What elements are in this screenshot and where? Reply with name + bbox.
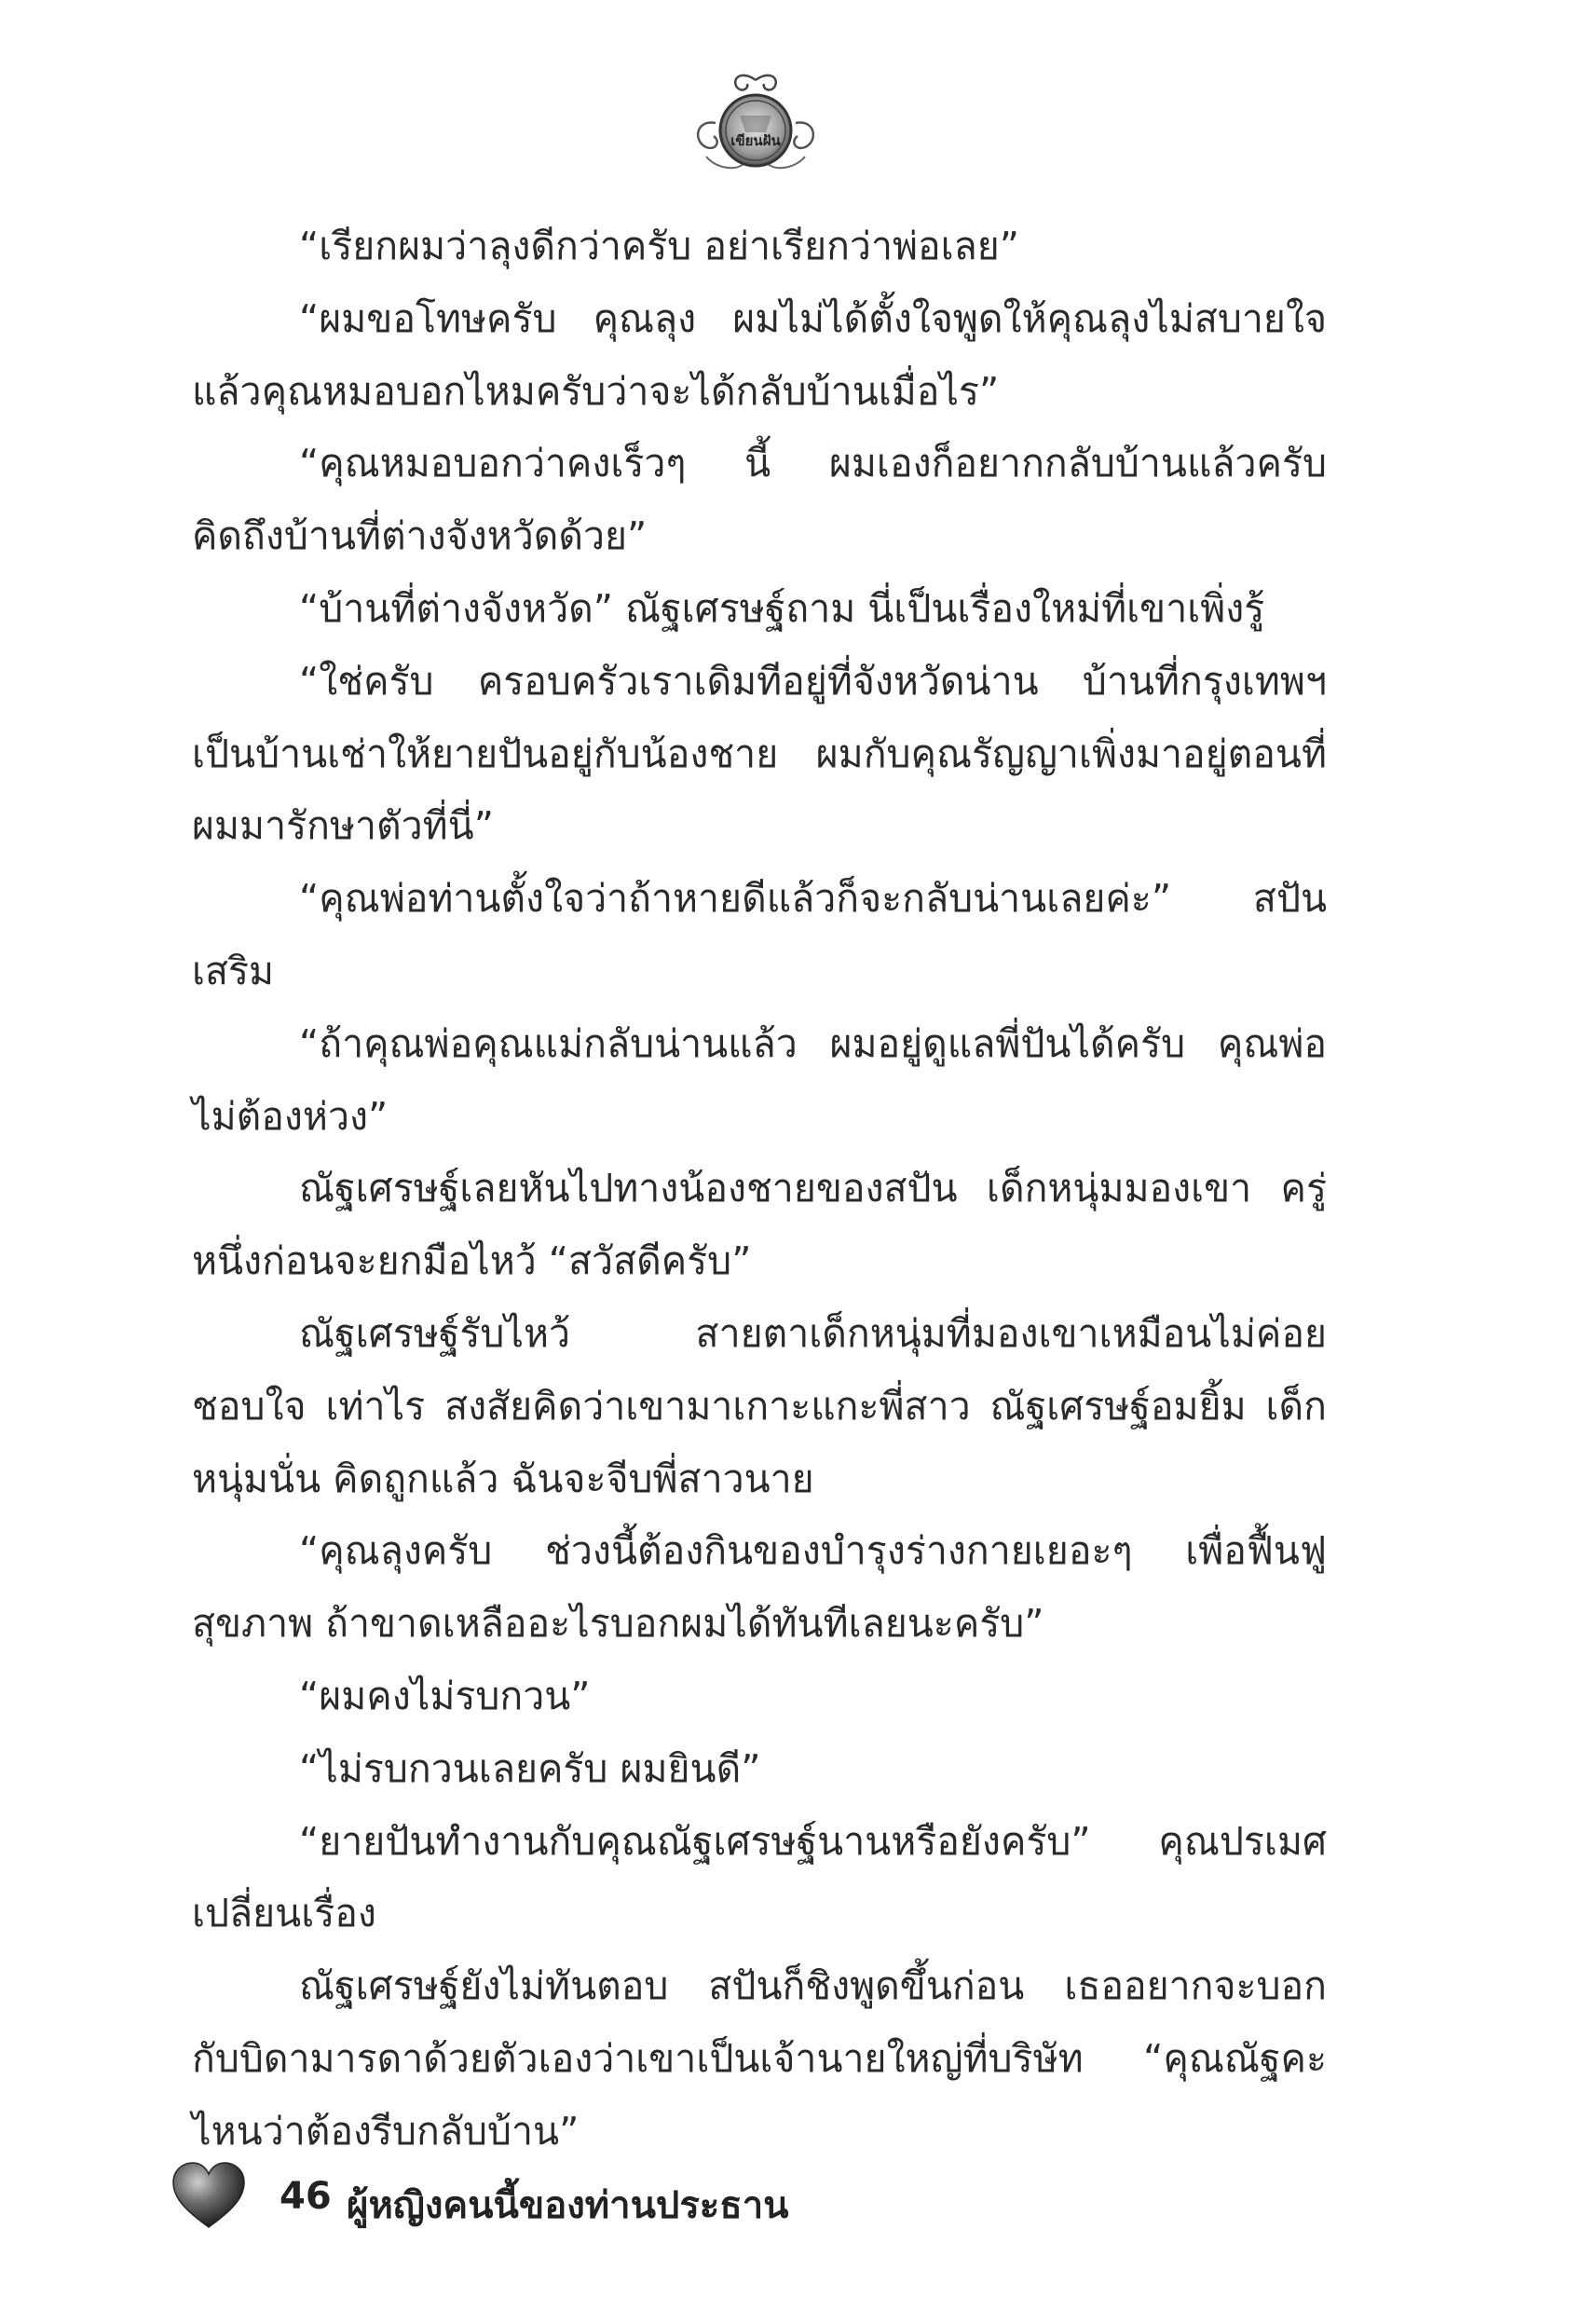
paragraph: “ผมคงไม่รบกวน” xyxy=(299,1673,591,1718)
page-number: 46 xyxy=(280,2175,332,2218)
paragraph: “คุณลุงครับ ช่วงนี้ต้องกินของบำรุงร่างกายเยอะๆ เพื่อฟื้นฟู สุขภาพ ถ้าขาดเหลืออะไรบอกผมได้ทันทีเลยนะครับ” xyxy=(192,1528,1327,1647)
paragraph: “ยายปันทำงานกับคุณณัฐเศรษฐ์นานหรือยังครับ” คุณปรเมศ เปลี่ยนเรื่อง xyxy=(192,1818,1327,1936)
paragraph: “ใช่ครับ ครอบครัวเราเดิมทีอยู่ที่จังหวัดน่าน บ้านที่กรุงเทพฯ เป็นบ้านเช่าให้ยายปันอยู่กับน้องชาย ผมกับคุณรัญญาเพิ่งมาอยู่ตอนที่ ผมมารักษาตัวที่นี่” xyxy=(192,658,1327,849)
paragraph: ณัฐเศรษฐ์ยังไม่ทันตอบ สปันก็ชิงพูดขึ้นก่อน เธออยากจะบอก กับบิดามารดาด้วยตัวเองว่าเขาเป็นเจ้านายใหญ่ที่บริษัท “คุณณัฐคะ ไหนว่าต้องรีบกลับบ้าน” xyxy=(192,1963,1327,2154)
body-text xyxy=(192,211,1327,2168)
paragraph: “ถ้าคุณพ่อคุณแม่กลับน่านแล้ว ผมอยู่ดูแลพี่ปันได้ครับ คุณพ่อ ไม่ต้องห่วง” xyxy=(192,1020,1327,1139)
paragraph: “บ้านที่ต่างจังหวัด” ณัฐเศรษฐ์ถาม นี่เป็นเรื่องใหม่ที่เขาเพิ่งรู้ xyxy=(299,585,1265,631)
page-footer xyxy=(170,2153,1008,2246)
ornamental-crest-icon xyxy=(688,67,824,179)
book-title: ผู้หญิงคนนี้ของท่านประธาน xyxy=(347,2184,789,2227)
paragraph: “คุณพ่อท่านตั้งใจว่าถ้าหายดีแล้วก็จะกลับน่านเลยค่ะ” สปันเสริม xyxy=(192,876,1327,993)
paragraph: ณัฐเศรษฐ์รับไหว้ สายตาเด็กหนุ่มที่มองเขาเหมือนไม่ค่อยชอบใจ เท่าไร สงสัยคิดว่าเขามาเกาะแกะพี่สาว ณัฐเศรษฐ์อมยิ้ม เด็กหนุ่มนั่น คิดถูกแล้ว ฉันจะจีบพี่สาวนาย xyxy=(192,1310,1327,1501)
paragraph: “ไม่รบกวนเลยครับ ผมยินดี” xyxy=(299,1745,761,1791)
paragraph: “คุณหมอบอกว่าคงเร็วๆ นี้ ผมเองก็อยากกลับบ้านแล้วครับ คิดถึงบ้านที่ต่างจังหวัดด้วย” xyxy=(192,441,1327,559)
paragraph: “เรียกผมว่าลุงดีกว่าครับ อย่าเรียกว่าพ่อเลย” xyxy=(299,224,1020,268)
logo-text: เขียนฝัน xyxy=(730,132,781,149)
paragraph: ณัฐเศรษฐ์เลยหันไปทางน้องชายของสปัน เด็กหนุ่มมองเขา ครู่หนึ่งก่อนจะยกมือไหว้ “สวัสดีครับ” xyxy=(192,1166,1327,1284)
heart-icon xyxy=(170,2160,248,2231)
paragraph: “ผมขอโทษครับ คุณลุง ผมไม่ได้ตั้งใจพูดให้คุณลุงไม่สบายใจ แล้วคุณหมอบอกไหมครับว่าจะได้กลับบ้านเมื่อไร” xyxy=(192,295,1327,414)
